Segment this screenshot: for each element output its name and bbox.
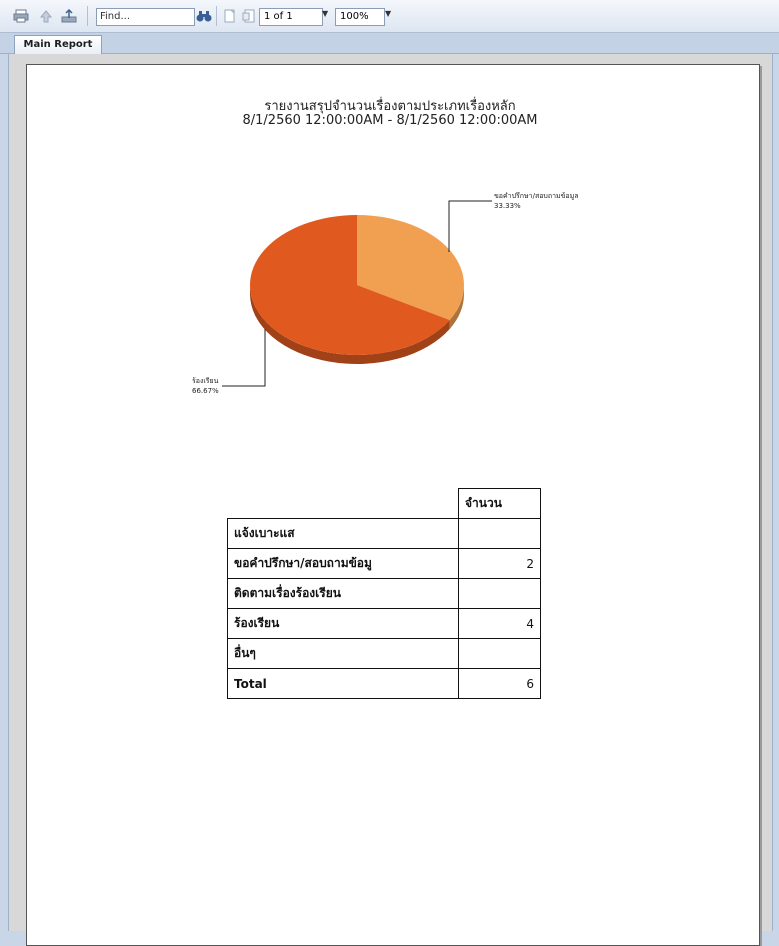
table-row: [228, 639, 541, 669]
pie-percent-label: 33.33%: [494, 202, 521, 210]
pie-percent-label: 66.67%: [192, 387, 219, 395]
pie-category-label: ร้องเรียน: [192, 377, 219, 385]
row-value: 4: [459, 609, 541, 639]
summary-table: [227, 488, 541, 699]
zoom-dropdown-arrow-icon[interactable]: ▼: [385, 9, 392, 18]
table-row: [228, 549, 541, 579]
find-input[interactable]: Find...: [96, 8, 195, 26]
row-value: [459, 519, 541, 549]
page-dropdown-arrow-icon[interactable]: ▼: [322, 9, 329, 18]
table-header-blank: [228, 489, 459, 519]
row-label: อื่นๆ: [228, 639, 459, 669]
row-value: 2: [459, 549, 541, 579]
table-total-row: [228, 669, 541, 699]
zoom-select[interactable]: 100%: [335, 8, 385, 26]
table-header-count: จำนวน: [459, 489, 541, 519]
pie-leader-line: [449, 201, 492, 252]
page-number-input[interactable]: 1 of 1: [259, 8, 323, 26]
table-row: [228, 579, 541, 609]
table-header-row: [228, 489, 541, 519]
pie-leader-line: [222, 329, 265, 386]
pie-category-label: ขอคำปรึกษา/สอบถามข้อมูล: [494, 192, 579, 200]
row-value: 6: [459, 669, 541, 699]
row-label: ขอคำปรึกษา/สอบถามข้อมู: [228, 549, 459, 579]
row-label: Total: [228, 669, 459, 699]
report-title: รายงานสรุปจำนวนเรื่องตามประเภทเรื่องหลัก: [264, 99, 516, 114]
row-value: [459, 639, 541, 669]
row-label: ติดตามเรื่องร้องเรียน: [228, 579, 459, 609]
report-date-range: 8/1/2560 12:00:00AM - 8/1/2560 12:00:00AM: [242, 113, 538, 128]
table-row: [228, 609, 541, 639]
tab-main-report[interactable]: Main Report: [14, 35, 102, 54]
row-value: [459, 579, 541, 609]
row-label: ร้องเรียน: [228, 609, 459, 639]
table-row: [228, 519, 541, 549]
row-label: แจ้งเบาะแส: [228, 519, 459, 549]
